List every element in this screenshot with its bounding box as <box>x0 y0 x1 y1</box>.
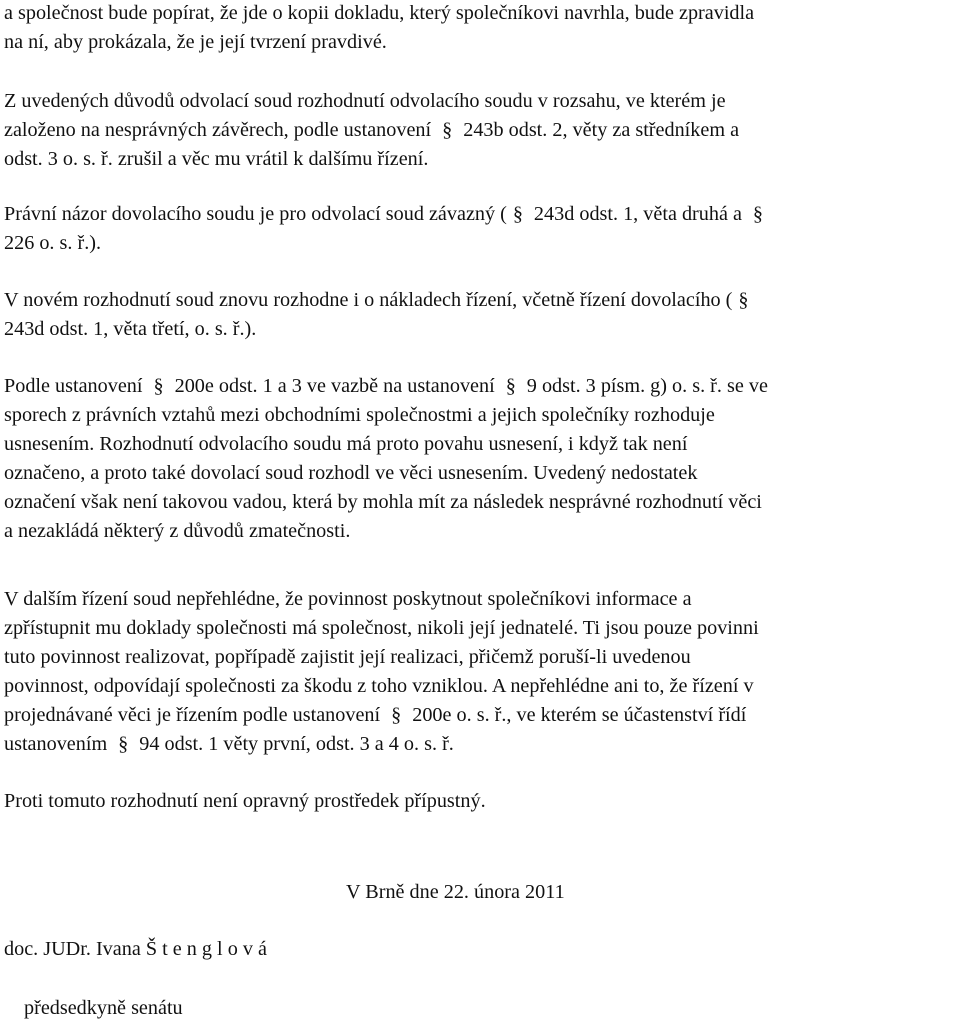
text-run: označeno, a proto také dovolací soud rozhodl ve věci usnesením. Uvedený nedostatek <box>4 462 698 484</box>
text-run: projednávané věci je řízením podle ustanovení <box>4 704 386 726</box>
text-line <box>4 673 754 699</box>
text-line <box>4 518 350 544</box>
text-run: 243b odst. 2, věty za středníkem a <box>458 119 740 141</box>
text-line <box>4 402 715 428</box>
text-run: usnesením. Rozhodnutí odvolacího soudu má proto povahu usnesení, i když tak není <box>4 433 688 455</box>
section-sign: § <box>118 733 129 755</box>
text-run: a společnost bude popírat, že jde o kopii dokladu, který společníkovi navrhla, bude zpravidla <box>4 2 755 24</box>
text-run: Proti tomuto rozhodnutí není opravný prostředek přípustný. <box>4 790 486 812</box>
text-line <box>4 29 387 55</box>
text-run: založeno na nesprávných závěrech, podle ustanovení <box>4 119 437 141</box>
text-run: 94 odst. 1 věty první, odst. 3 a 4 o. s. ř. <box>134 733 454 755</box>
section-sign: § <box>752 203 764 225</box>
text-line <box>4 88 726 114</box>
text-run: zpřístupnit mu doklady společnosti má společnost, nikoli její jednatelé. Ti jsou pouze povinni <box>4 617 759 639</box>
text-run: ustanovením <box>4 733 113 755</box>
text-line <box>4 316 256 342</box>
text-run: tuto povinnost realizovat, popřípadě zajistit její realizaci, přičemž poruší-li uvedenou <box>4 646 691 668</box>
section-sign: § <box>442 119 453 141</box>
text-line <box>4 201 769 227</box>
section-sign: § <box>738 289 749 311</box>
text-line <box>4 117 739 143</box>
text-line <box>4 146 428 172</box>
text-run: 243d odst. 1, věta druhá a <box>528 203 747 225</box>
text-run: 243d odst. 1, věta třetí, o. s. ř.). <box>4 318 257 340</box>
text-run: 200e o. s. ř., ve kterém se účastenství řídí <box>407 704 747 726</box>
text-line <box>4 586 692 612</box>
text-run: Podle ustanovení <box>4 375 148 397</box>
signatory-name: doc. JUDr. Ivana Š t e n g l o v á <box>4 938 267 960</box>
place-date: V Brně dne 22. února 2011 <box>346 881 565 903</box>
section-sign: § <box>505 375 516 397</box>
text-line <box>4 0 754 26</box>
section-sign: § <box>153 375 164 397</box>
text-line <box>4 431 687 457</box>
text-line <box>4 287 754 313</box>
text-run: Právní názor dovolacího soudu je pro odvolací soud závazný ( <box>4 203 507 225</box>
text-line <box>4 615 759 641</box>
text-line <box>4 230 101 256</box>
section-sign: § <box>391 704 402 726</box>
text-line <box>4 731 454 757</box>
text-run: odst. 3 o. s. ř. zrušil a věc mu vrátil k dalšímu řízení. <box>4 148 429 170</box>
signatory-title: předsedkyně senátu <box>24 997 183 1019</box>
text-run: sporech z právních vztahů mezi obchodními společnostmi a jejich společníky rozhoduje <box>4 404 715 426</box>
text-run: a nezakládá některý z důvodů zmatečnosti. <box>4 520 351 542</box>
text-line <box>4 489 762 515</box>
text-line <box>4 373 768 399</box>
text-run: V novém rozhodnutí soud znovu rozhodne i o nákladech řízení, včetně řízení dovolacího ( <box>4 289 733 311</box>
text-run: 9 odst. 3 písm. g) o. s. ř. se ve <box>521 375 768 397</box>
text-run: Z uvedených důvodů odvolací soud rozhodnutí odvolacího soudu v rozsahu, ve kterém je <box>4 90 726 112</box>
text-run: 226 o. s. ř.). <box>4 232 102 254</box>
text-run: na ní, aby prokázala, že je její tvrzení pravdivé. <box>4 31 387 53</box>
section-sign: § <box>512 203 523 225</box>
text-run: 200e odst. 1 a 3 ve vazbě na ustanovení <box>169 375 500 397</box>
text-run: V dalším řízení soud nepřehlédne, že povinnost poskytnout společníkovi informace a <box>4 588 692 610</box>
text-line <box>4 644 691 670</box>
text-run: označení však není takovou vadou, která by mohla mít za následek nesprávné rozhodnutí věci <box>4 491 762 513</box>
text-line <box>4 702 746 728</box>
text-run: povinnost, odpovídají společnosti za škodu z toho vzniklou. A nepřehlédne ani to, že řízení v <box>4 675 754 697</box>
text-line <box>4 788 486 814</box>
text-line <box>4 460 697 486</box>
